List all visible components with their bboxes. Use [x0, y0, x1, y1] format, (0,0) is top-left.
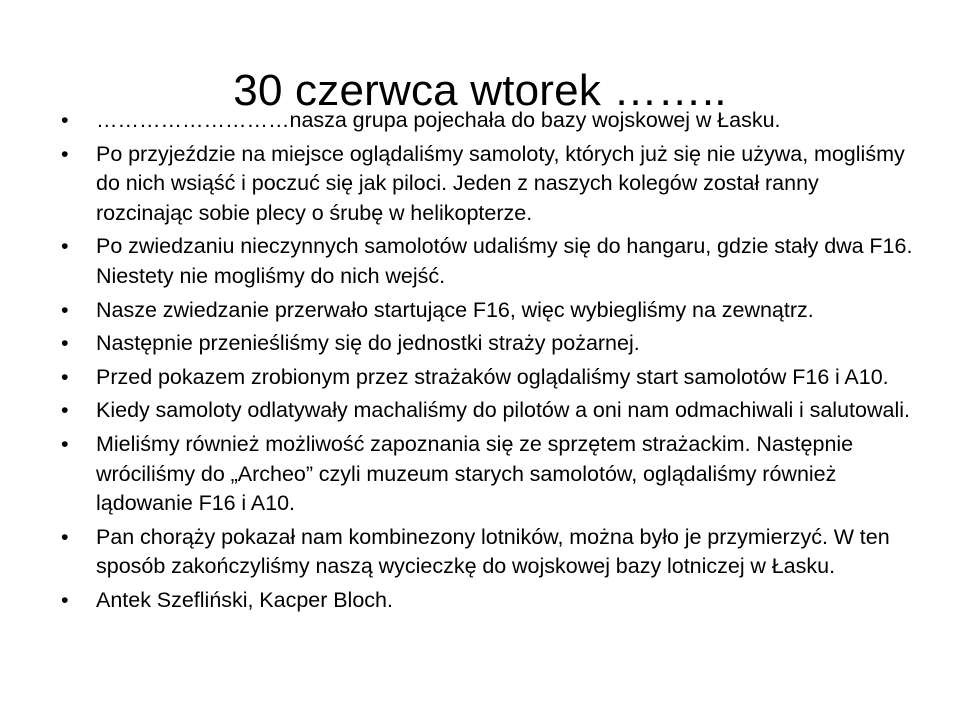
bullet-point-icon: •: [61, 431, 69, 456]
bullet-list: [52, 106, 918, 616]
bullet-point-icon: •: [61, 587, 69, 612]
list-item-text: Przed pokazem zrobionym przez strażaków oglądaliśmy start samolotów F16 i A10.: [96, 364, 889, 389]
list-item-text: Pan chorąży pokazał nam kombinezony lotników, można było je przymierzyć. W ten sposób zakończyliśmy naszą wycieczkę do wojskowej bazy lotniczej w Łasku.: [96, 524, 890, 579]
bullet-point-icon: •: [61, 331, 69, 356]
bullet-point-icon: •: [61, 364, 69, 389]
list-item-text: Nasze zwiedzanie przerwało startujące F16, więc wybiegliśmy na zewnątrz.: [96, 297, 814, 322]
bullet-point-icon: •: [61, 234, 69, 259]
list-item: [52, 523, 918, 582]
list-item-text: Kiedy samoloty odlatywały machaliśmy do pilotów a oni nam odmachiwali i salutowali.: [96, 398, 910, 423]
list-item-text: Po zwiedzaniu nieczynnych samolotów udaliśmy się do hangaru, gdzie stały dwa F16. Niestety nie mogliśmy do nich wejść.: [96, 234, 913, 288]
page-title: 30 czerwca wtorek ……..: [233, 66, 727, 116]
list-item-text: Mieliśmy również możliwość zapoznania się ze sprzętem strażackim. Następnie wróciliśmy do „Archeo” czyli muzeum starych samolotów, oglądaliśmy również lądowanie F16 i A10.: [96, 431, 854, 516]
list-item: [52, 232, 918, 291]
list-item-text: Po przyjeździe na miejsce oglądaliśmy samoloty, których już się nie używa, mogliśmy do nich wsiąść i poczuć się jak piloci. Jeden z naszych kolegów został ranny rozcinając sobie plecy o śrubę w helikopterze.: [96, 141, 905, 225]
list-item: [52, 363, 918, 393]
bullet-point-icon: •: [61, 141, 69, 166]
list-item-text: ………………………nasza grupa pojechała do bazy wojskowej w Łasku.: [96, 108, 781, 132]
bullet-point-icon: •: [61, 108, 69, 132]
bullet-point-icon: •: [61, 398, 69, 423]
list-item: [52, 396, 918, 426]
list-item: [52, 586, 918, 616]
bullet-point-icon: •: [61, 297, 69, 322]
list-item: [52, 430, 918, 519]
bullet-point-icon: •: [61, 524, 69, 549]
list-item-text: Następnie przenieśliśmy się do jednostki straży pożarnej.: [96, 331, 640, 356]
list-item-text: Antek Szefliński, Kacper Bloch.: [96, 587, 393, 612]
list-item: [52, 106, 918, 136]
list-item: [52, 329, 918, 359]
list-item: [52, 296, 918, 326]
list-item: [52, 140, 918, 229]
